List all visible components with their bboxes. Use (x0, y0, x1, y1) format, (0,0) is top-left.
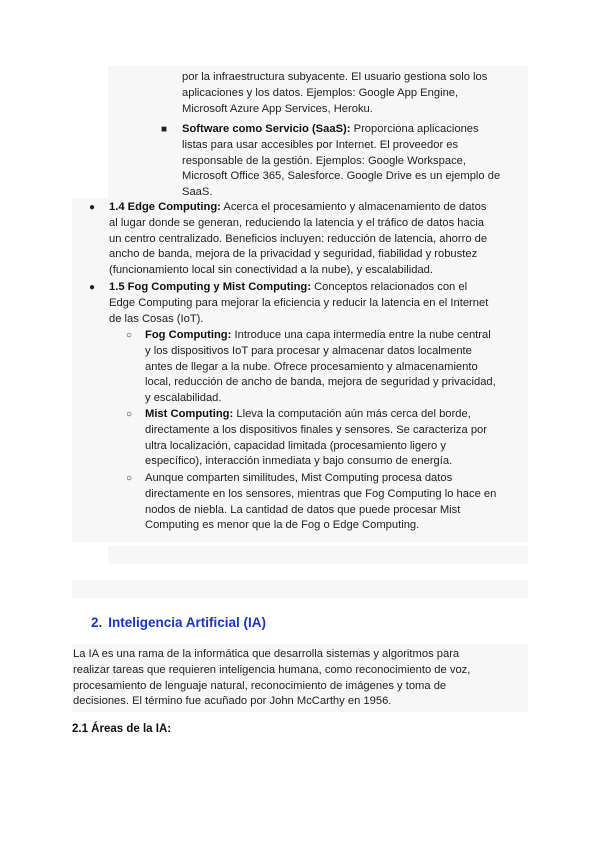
text-line: Conceptos relacionados con el (314, 281, 468, 293)
text-line: por la infraestructura subyacente. El usuario gestiona solo los (182, 71, 488, 83)
text-line: y escalabilidad. (145, 392, 222, 405)
text-line: Microsoft Office 365, Salesforce. Google Drive es un ejemplo de (182, 170, 501, 183)
text-line: local, reducción de ancho de banda, mejora de seguridad y privacidad, (145, 376, 496, 389)
disc-bullet-icon: ● (89, 282, 96, 293)
shaded-band-empty-1 (108, 546, 528, 564)
text-line: un centro centralizado. Beneficios incluyen: reducción de latencia, ahorro de (109, 232, 488, 245)
fog-title: Fog Computing: (145, 329, 232, 341)
square-bullet-icon: ■ (161, 124, 168, 135)
list-item-mist (126, 407, 487, 470)
text-line: y los dispositivos IoT para procesar y almacenar datos localmente (145, 344, 472, 357)
text-line: de las Cosas (IoT). (109, 312, 204, 325)
section-number: 2. (91, 615, 103, 630)
edge-title: 1.4 Edge Computing: (109, 201, 221, 213)
ia-paragraph (73, 647, 470, 710)
text-line: Computing es menor que la de Fog o Edge Computing. (145, 519, 420, 532)
text-line: procesamiento de lenguaje natural, reconocimiento de imágenes y toma de (73, 679, 447, 692)
circle-bullet-icon: ○ (126, 409, 133, 420)
text-line: Introduce una capa intermedia entre la nube central (234, 329, 491, 341)
disc-bullet-icon: ● (89, 202, 96, 213)
text-line: Microsoft Azure App Services, Heroku. (182, 102, 373, 115)
subsection-heading: 2.1 Áreas de la IA: (72, 723, 172, 735)
saas-title: Software como Servicio (SaaS): (182, 123, 351, 135)
text-line: antes de llegar a la nube. Ofrece procesamiento y almacenamiento (145, 360, 478, 373)
text-line: ultra localización, capacidad limitada (procesamiento ligero y (145, 439, 446, 452)
text-line: directamente a los dispositivos finales y sensores. Se caracteriza por (145, 423, 487, 436)
paas-continuation (182, 70, 487, 117)
circle-bullet-icon: ○ (126, 330, 133, 341)
text-line: SaaS. (182, 186, 213, 199)
section-title: Inteligencia Artificial (IA) (108, 615, 267, 630)
text-line: nodos de niebla. La cantidad de datos que puede procesar Mist (145, 503, 461, 516)
text-line: Acerca el procesamiento y almacenamiento de datos (223, 201, 487, 213)
shaded-band-empty-2 (72, 580, 528, 598)
text-line: (funcionamiento local sin conectividad a la nube), y escalabilidad. (109, 264, 434, 277)
list-item-saas (161, 122, 501, 201)
text-line: realizar tareas que requieren inteligencia humana, como reconocimiento de voz, (73, 663, 471, 676)
text-line: directamente en los sensores, mientras que Fog Computing lo hace en (145, 487, 497, 500)
list-item-comparison (126, 471, 497, 534)
section-heading-ia (91, 615, 266, 631)
list-item-fog (126, 328, 496, 407)
circle-bullet-icon: ○ (126, 473, 133, 484)
text-line: Aunque comparten similitudes, Mist Computing procesa datos (145, 472, 453, 484)
text-line: responsable de la gestión. Ejemplos: Google Workspace, (182, 154, 466, 167)
text-line: ancho de banda, mejora de la privacidad y seguridad, fiabilidad y robustez (109, 248, 478, 261)
text-line: decisiones. El término fue acuñado por John McCarthy en 1956. (73, 695, 392, 708)
text-line: aplicaciones y los datos. Ejemplos: Google App Engine, (182, 86, 459, 99)
fogmist-title: 1.5 Fog Computing y Mist Computing: (109, 281, 311, 293)
text-line: Proporciona aplicaciones (353, 123, 479, 135)
list-item-fog-mist (89, 280, 489, 327)
list-item-edge-computing (89, 200, 488, 279)
text-line: al lugar donde se generan, reduciendo la latencia y el tráfico de datos hacia (109, 216, 485, 229)
text-line: listas para usar accesibles por Internet. El proveedor es (182, 138, 459, 151)
text-line: específico), interacción inmediata y bajo consumo de energía. (145, 455, 453, 468)
text-line: La IA es una rama de la informática que desarrolla sistemas y algoritmos para (73, 648, 460, 660)
text-line: Edge Computing para mejorar la eficiencia y reducir la latencia en el Internet (109, 296, 489, 309)
mist-title: Mist Computing: (145, 408, 234, 420)
text-line: Lleva la computación aún más cerca del borde, (236, 408, 471, 420)
